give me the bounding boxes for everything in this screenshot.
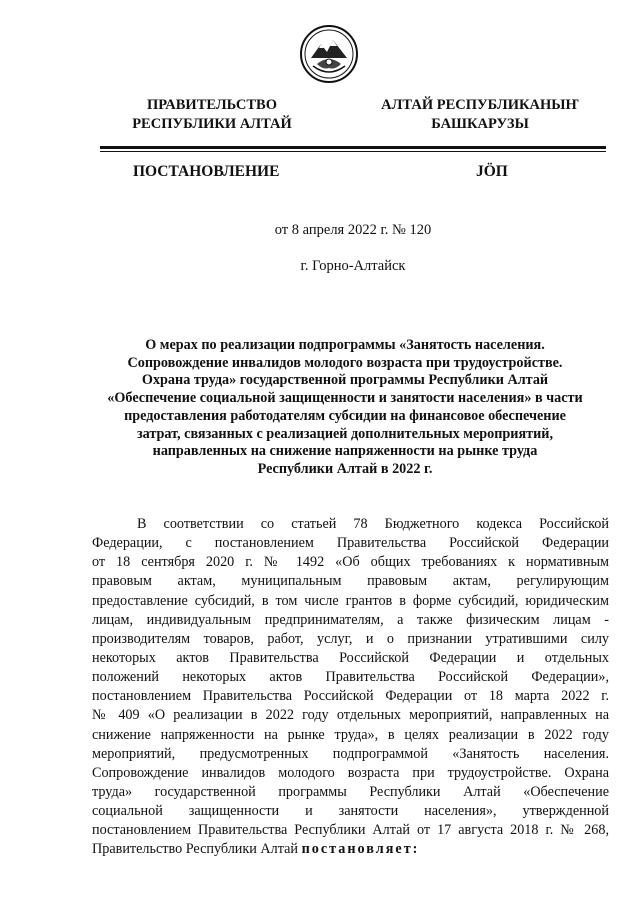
government-name-line: РЕСПУБЛИКИ АЛТАЙ bbox=[132, 116, 292, 132]
body-line: № 409 «О реализации в 2022 году отдельных мероприятий, направленных на bbox=[92, 707, 609, 724]
body-line: производителям товаров, работ, услуг, и о признании утратившими силу bbox=[92, 630, 609, 647]
document-city: г. Горно-Алтайск bbox=[300, 258, 406, 274]
government-name-line: ПРАВИТЕЛЬСТВО bbox=[147, 97, 277, 113]
body-line: снижение напряженности на рынке труда», в целях реализации в 2022 году bbox=[92, 726, 609, 743]
body-line: социальной защищенности и занятости населения», утвержденной bbox=[92, 803, 609, 820]
document-type-russian: ПОСТАНОВЛЕНИЕ bbox=[133, 163, 280, 180]
title-line: предоставления работодателям субсидии на финансовое обеспечение bbox=[124, 407, 566, 424]
title-line: «Обеспечение социальной защищенности и занятости населения» в части bbox=[107, 390, 583, 407]
body-final-text: Правительство Республики Алтай bbox=[92, 841, 302, 858]
title-line: Республики Алтай в 2022 г. bbox=[257, 460, 433, 477]
body-line: В соответствии со статьей 78 Бюджетного кодекса Российской bbox=[137, 516, 609, 532]
header-divider-thin bbox=[100, 151, 606, 152]
title-line: Охрана труда» государственной программы Республики Алтай bbox=[141, 372, 549, 389]
title-line: затрат, связанных с реализацией дополнительных мероприятий, bbox=[136, 425, 554, 442]
title-line: Сопровождение инвалидов молодого возраста при трудоустройстве. bbox=[127, 354, 563, 371]
body-line: некоторых актов Правительства Российской Федерации и отдельных bbox=[92, 649, 609, 666]
document-date-number: от 8 апреля 2022 г. № 120 bbox=[274, 222, 432, 238]
title-line: О мерах по реализации подпрограммы «Занятость населения. bbox=[145, 337, 545, 353]
document-body bbox=[92, 515, 609, 860]
body-line: лицам, индивидуальным предпринимателям, а также физическим лицам - bbox=[92, 611, 609, 628]
body-line: труда» государственной программы Республики Алтай «Обеспечение bbox=[92, 783, 609, 800]
document-title bbox=[90, 337, 600, 479]
body-line-final bbox=[92, 840, 609, 859]
body-line: положений некоторых актов Правительства Российской Федерации», bbox=[92, 669, 609, 686]
body-line: правовым актам, муниципальным правовым актам, регулирующим bbox=[92, 573, 609, 590]
coat-of-arms-icon bbox=[299, 24, 359, 84]
header-divider-thick bbox=[100, 146, 606, 149]
body-line: Федерации, с постановлением Правительства Российской Федерации bbox=[92, 535, 609, 552]
resolution-keyword: постановляет: bbox=[301, 841, 420, 858]
body-line: предоставление субсидий, в том числе грантов в форме субсидий, юридическим bbox=[92, 592, 609, 609]
body-line: Сопровождение инвалидов молодого возраста при трудоустройстве. Охрана bbox=[92, 764, 609, 781]
body-line: от 18 сентября 2020 г. № 1492 «Об общих требованиях к нормативным bbox=[92, 554, 609, 571]
title-line: направленных на снижение напряженности на рынке труда bbox=[152, 443, 538, 460]
document-type-altai: JӦП bbox=[476, 163, 508, 180]
body-line: мероприятий, предусмотренных подпрограммой «Занятость населения. bbox=[92, 745, 609, 762]
body-line: постановлением Правительства Республики Алтай от 17 августа 2018 г. № 268, bbox=[92, 822, 609, 839]
government-name-russian bbox=[102, 96, 322, 134]
body-line: постановлением Правительства Российской Федерации от 18 марта 2022 г. bbox=[92, 688, 609, 705]
government-name-line: АЛТАЙ РЕСПУБЛИКАНЫҤ bbox=[381, 97, 579, 113]
government-name-altai bbox=[355, 96, 605, 134]
government-name-line: БАШКАРУЗЫ bbox=[431, 116, 529, 132]
